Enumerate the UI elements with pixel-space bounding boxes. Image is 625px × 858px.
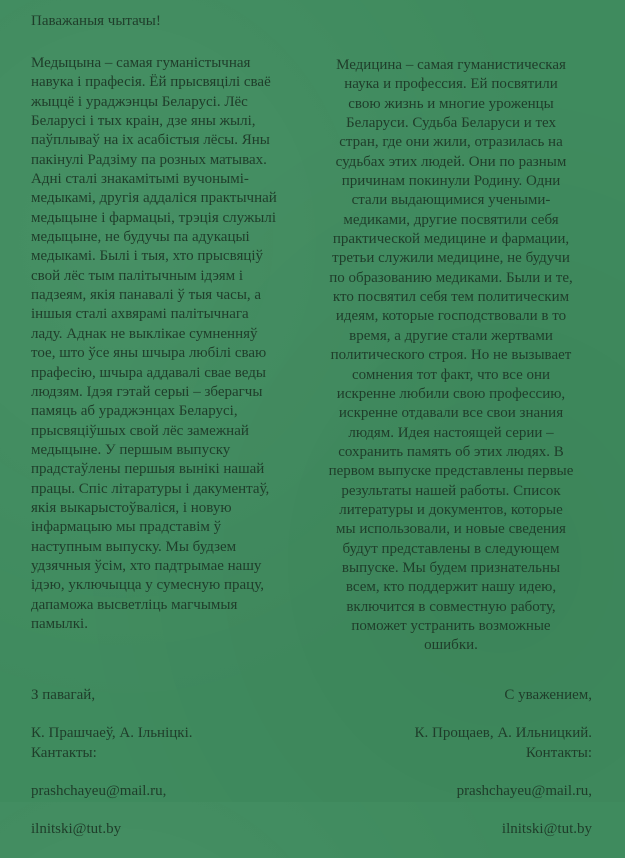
russian-regards: С уважением,	[504, 687, 592, 703]
russian-body-text: Медицина – самая гуманистическая наука и профессия. Ей посвятили свою жизнь и многие уроженцы Беларуси. Судьба Беларуси и тех стран, где они жили, отразилась на судьбах этих людей. Они по разным причинам покинули Родину. Одни стали выдающимися учеными- медиками, другие посвятили себя практической медицине и фармации, третьи служили медицине, не будучи по образованию медиками. Были и те, кто посвятил себя тем политическим идеям, которые господствовали в то время, а другие стали жертвами политического строя. Но не вызывает сомнения тот факт, что все они искренне любили свою профессию, искренне отдавали все свои знания людям. Идея настоящей серии – сохранить память об этих людях. В первом выпуске представлены первые результаты нашей работы. Список литературы и документов, которые мы использовали, и новые сведения будут представлены в следующем выпуске. Мы будем признательны всем, кто поддержит нашу идею, включится в совместную работу, поможет устранить возможные ошибки.	[328, 57, 574, 654]
belarusian-authors: К. Прашчаеў, А. Ільніцкі.	[31, 725, 193, 741]
russian-authors: К. Прощаев, А. Ильницкий.	[414, 725, 592, 741]
belarusian-regards: З павагай,	[31, 687, 96, 703]
russian-email-2[interactable]: ilnitski@tut.by	[501, 821, 592, 837]
russian-contacts	[457, 725, 592, 858]
belarusian-contacts	[31, 725, 166, 858]
russian-contacts-label: Контакты:	[525, 745, 592, 761]
belarusian-email-1[interactable]: prashchayeu@mail.ru,	[31, 783, 167, 799]
greeting-heading: Паважаныя чытачы!	[31, 13, 161, 29]
belarusian-body-text: Медыцына – самая гуманістычная навука і прафесія. Ёй прысвяцілі сваё жыццё і ураджэнцы Беларусі. Лёс Беларусі і тых краін, дзе яны жылі, паўплываў на іх асабістыя лёсы. Яны пакінулі Радзіму па розных матывах. Адні сталі знакамітымі вучонымі- медыкамі, другія аддаліся практычнай медыцыне і фармацыі, трэція служылі медыцыне, не будучы па адукацыі медыкамі. Былі і тыя, хто прысвяціў свой лёс тым палітычным ідэям і падзеям, якія панавалі ў тыя часы, а іншыя сталі ахвярамі палітычнага ладу. Аднак не выклікае сумненняў тое, што ўсе яны шчыра любілі сваю прафесію, шчыра аддавалі свае веды людзям. Ідэя гэтай серыі – зберагчы памяць аб ураджэнцах Беларусі, прысвяціўшых свой лёс замежнай медыцыне. У першым выпуску прадстаўлены першыя вынікі нашай працы. Спіс літаратуры і дакументаў, якія выкарыстоўваліся, і новую інфармацыю мы прадставім ў наступным выпуску. Мы будзем удзячныя ўсім, хто падтрымае нашу ідэю, уключыцца у сумесную працу, дапаможа высветліць магчымыя памылкі.	[31, 55, 277, 632]
russian-email-1[interactable]: prashchayeu@mail.ru,	[456, 783, 592, 799]
belarusian-contacts-label: Кантакты:	[31, 745, 97, 761]
belarusian-email-2[interactable]: ilnitski@tut.by	[31, 821, 122, 837]
